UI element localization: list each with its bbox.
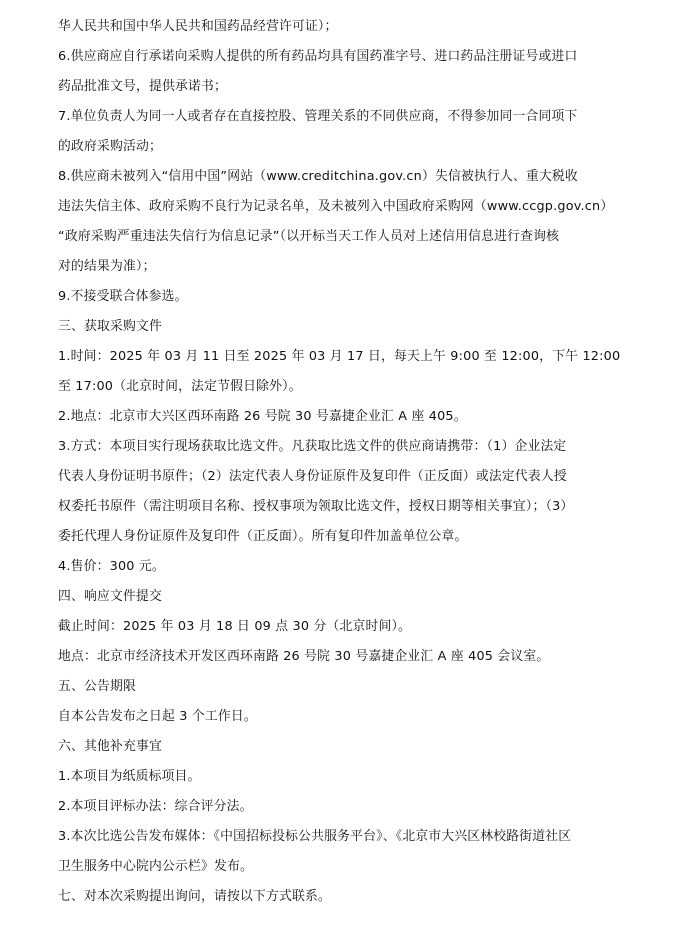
text-line: 权委托书原件（需注明项目名称、授权事项为领取比选文件，授权日期等相关事宜）；（3） — [58, 499, 574, 514]
text-line: 委托代理人身份证原件及复印件（正反面）。所有复印件加盖单位公章。 — [58, 529, 468, 544]
text-line: 至 17:00（北京时间，法定节假日除外）。 — [58, 379, 302, 394]
text-line: 地点：北京市经济技术开发区西环南路 26 号院 30 号嘉捷企业汇 A 座 405 会议室。 — [58, 649, 550, 664]
text-line: 7.单位负责人为同一人或者存在直接控股、管理关系的不同供应商，不得参加同一合同项下 — [58, 109, 578, 124]
text-line: 卫生服务中心院内公示栏》发布。 — [58, 859, 253, 874]
text-line: 1.时间：2025 年 03 月 11 日至 2025 年 03 月 17 日，每天上午 9:00 至 12:00，下午 12:00 — [58, 349, 621, 364]
section-heading: 七、对本次采购提出询问，请按以下方式联系。 — [58, 889, 331, 904]
text-line: 4.售价：300 元。 — [58, 559, 165, 574]
text-line: 3.方式：本项目实行现场获取比选文件。凡获取比选文件的供应商请携带：（1）企业法定 — [58, 439, 567, 454]
text-line: 对的结果为准）； — [58, 259, 156, 274]
section-heading: 五、公告期限 — [58, 679, 136, 694]
text-line: 自本公告发布之日起 3 个工作日。 — [58, 709, 257, 724]
text-line: 9.不接受联合体参选。 — [58, 289, 188, 304]
text-line: 华人民共和国中华人民共和国药品经营许可证）； — [58, 19, 338, 34]
section-heading: 四、响应文件提交 — [58, 589, 162, 604]
section-heading: 三、获取采购文件 — [58, 319, 162, 334]
text-line: 2.本项目评标办法：综合评分法。 — [58, 799, 253, 814]
text-line: “政府采购严重违法失信行为信息记录”（以开标当天工作人员对上述信用信息进行查询核 — [58, 229, 560, 244]
text-line: 代表人身份证明书原件；（2）法定代表人身份证原件及复印件（正反面）或法定代表人授 — [58, 469, 567, 484]
text-line: 的政府采购活动； — [58, 139, 162, 154]
text-line: 违法失信主体、政府采购不良行为记录名单，及未被列入中国政府采购网（www.ccgp.gov.cn） — [58, 199, 614, 214]
text-line: 截止时间：2025 年 03 月 18 日 09 点 30 分（北京时间）。 — [58, 619, 412, 634]
text-line: 1.本项目为纸质标项目。 — [58, 769, 201, 784]
text-line: 6.供应商应自行承诺向采购人提供的所有药品均具有国药准字号、进口药品注册证号或进口 — [58, 49, 578, 64]
text-line: 3.本次比选公告发布媒体：《中国招标投标公共服务平台》、《北京市大兴区林校路街道社区 — [58, 829, 572, 844]
text-line: 8.供应商未被列入“信用中国”网站（www.creditchina.gov.cn）失信被执行人、重大税收 — [58, 169, 578, 184]
text-line: 药品批准文号，提供承诺书； — [58, 79, 227, 94]
section-heading: 六、其他补充事宜 — [58, 739, 162, 754]
text-line: 2.地点：北京市大兴区西环南路 26 号院 30 号嘉捷企业汇 A 座 405。 — [58, 409, 467, 424]
